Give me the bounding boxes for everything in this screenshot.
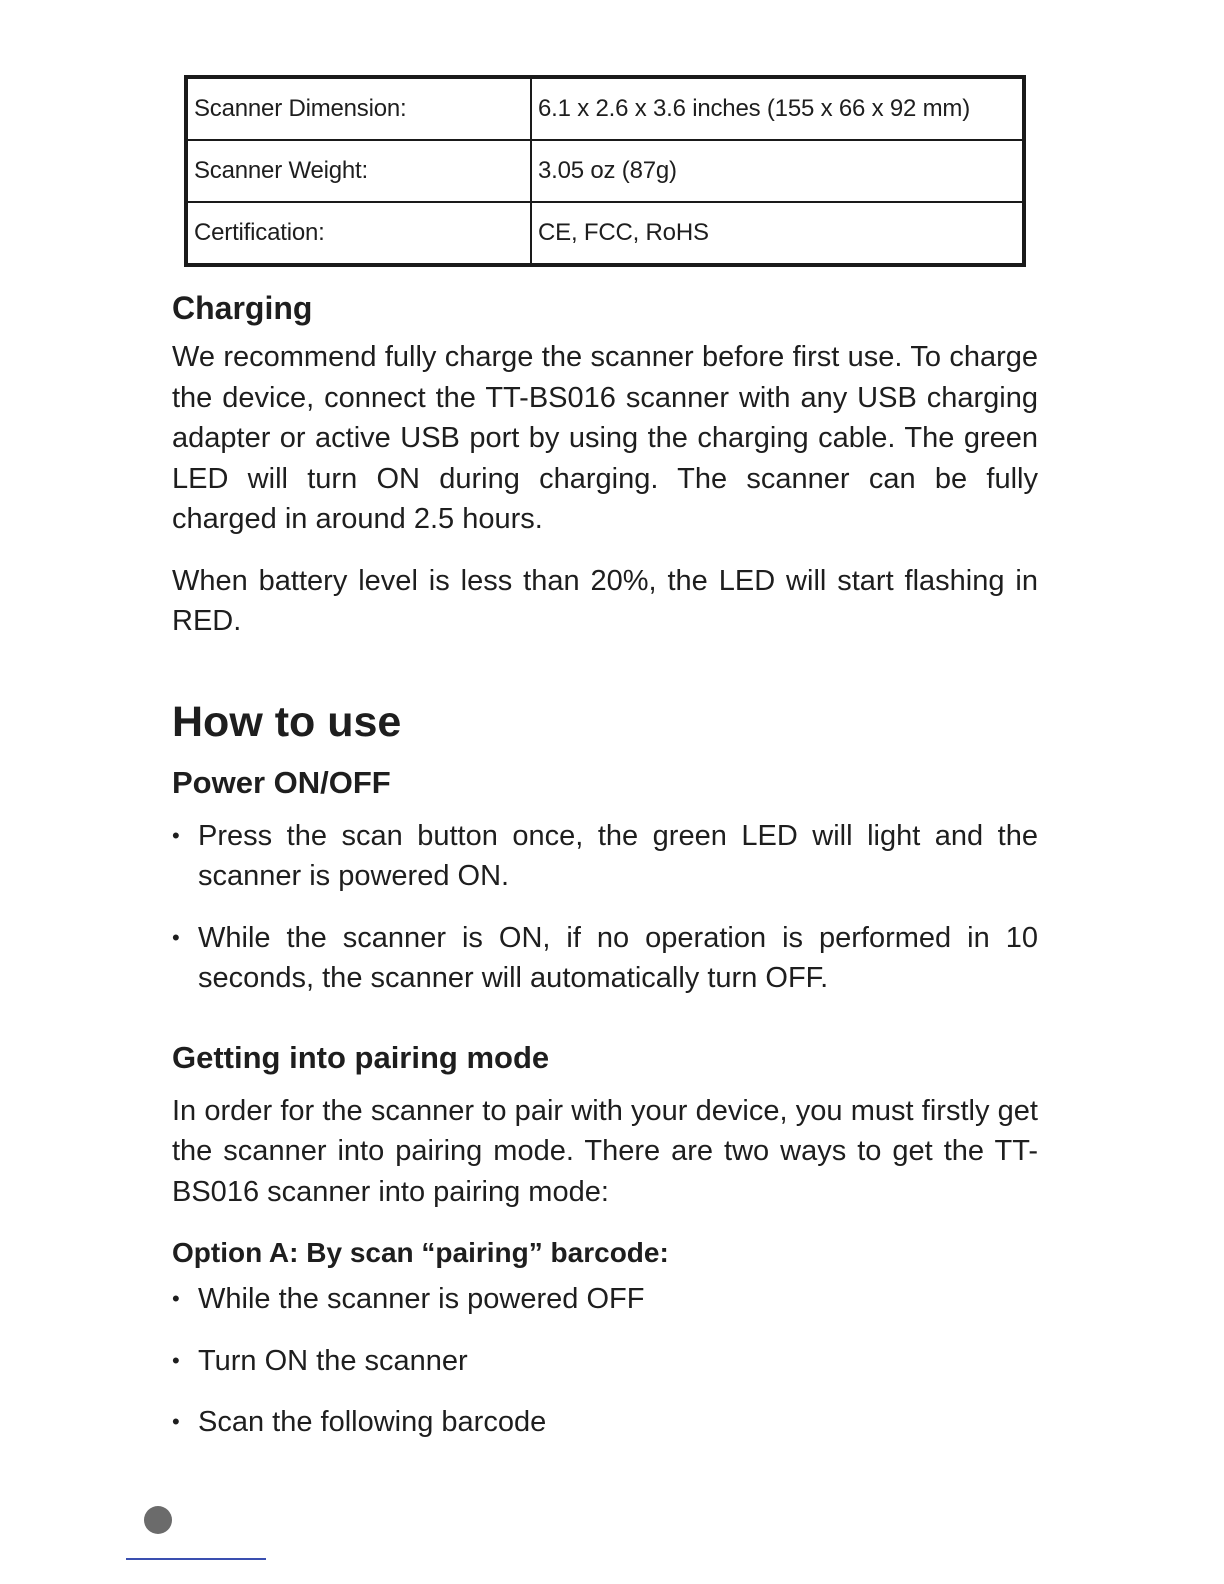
list-item: • While the scanner is ON, if no operation is performed in 10 seconds, the scanner will automatically turn OFF. [172,918,1038,999]
pairing-paragraph: In order for the scanner to pair with your device, you must firstly get the scanner into pairing mode. There are two ways to get the TT-BS016 scanner into pairing mode: [172,1094,1038,1208]
list-item: • While the scanner is powered OFF [172,1279,1038,1320]
table-row [186,77,1024,140]
option-a-heading: Option A: By scan “pairing” barcode: [172,1237,669,1268]
table-row [186,140,1024,202]
document-body [172,283,1038,1443]
charging-paragraph: We recommend fully charge the scanner before first use. To charge the device, connect the TT-BS016 scanner with any USB charging adapter or active USB port by using the charging cable. The green LED will turn ON during charging. The scanner can be fully charged in around 2.5 hours. [172,341,1038,535]
option-a-list [172,1279,1038,1443]
bullet-icon: • [172,822,180,848]
footer-divider [126,1558,266,1560]
spec-value: CE, FCC, RoHS [531,202,1024,265]
how-to-use-heading: How to use [172,697,402,746]
spec-table [184,75,1026,267]
spec-value: 3.05 oz (87g) [531,140,1024,202]
power-heading: Power ON/OFF [172,764,391,800]
pairing-heading: Getting into pairing mode [172,1039,550,1075]
bullet-icon: • [172,1409,180,1434]
bullet-icon: • [172,1347,180,1373]
spec-label: Certification: [186,202,531,265]
list-item: • Press the scan button once, the green LED will light and the scanner is powered ON. [172,816,1038,897]
page-marker-icon [144,1506,172,1534]
spec-label: Scanner Weight: [186,140,531,202]
battery-paragraph: When battery level is less than 20%, the LED will start flashing in RED. [172,564,1038,637]
spec-label: Scanner Dimension: [186,77,531,140]
bullet-icon: • [172,924,180,950]
spec-value: 6.1 x 2.6 x 3.6 inches (155 x 66 x 92 mm) [531,77,1024,140]
charging-heading: Charging [172,290,313,326]
power-list [172,816,1038,999]
list-item: • Turn ON the scanner [172,1341,1038,1382]
list-item: • Scan the following barcode [172,1402,1038,1443]
table-row [186,202,1024,265]
bullet-icon: • [172,1286,180,1311]
